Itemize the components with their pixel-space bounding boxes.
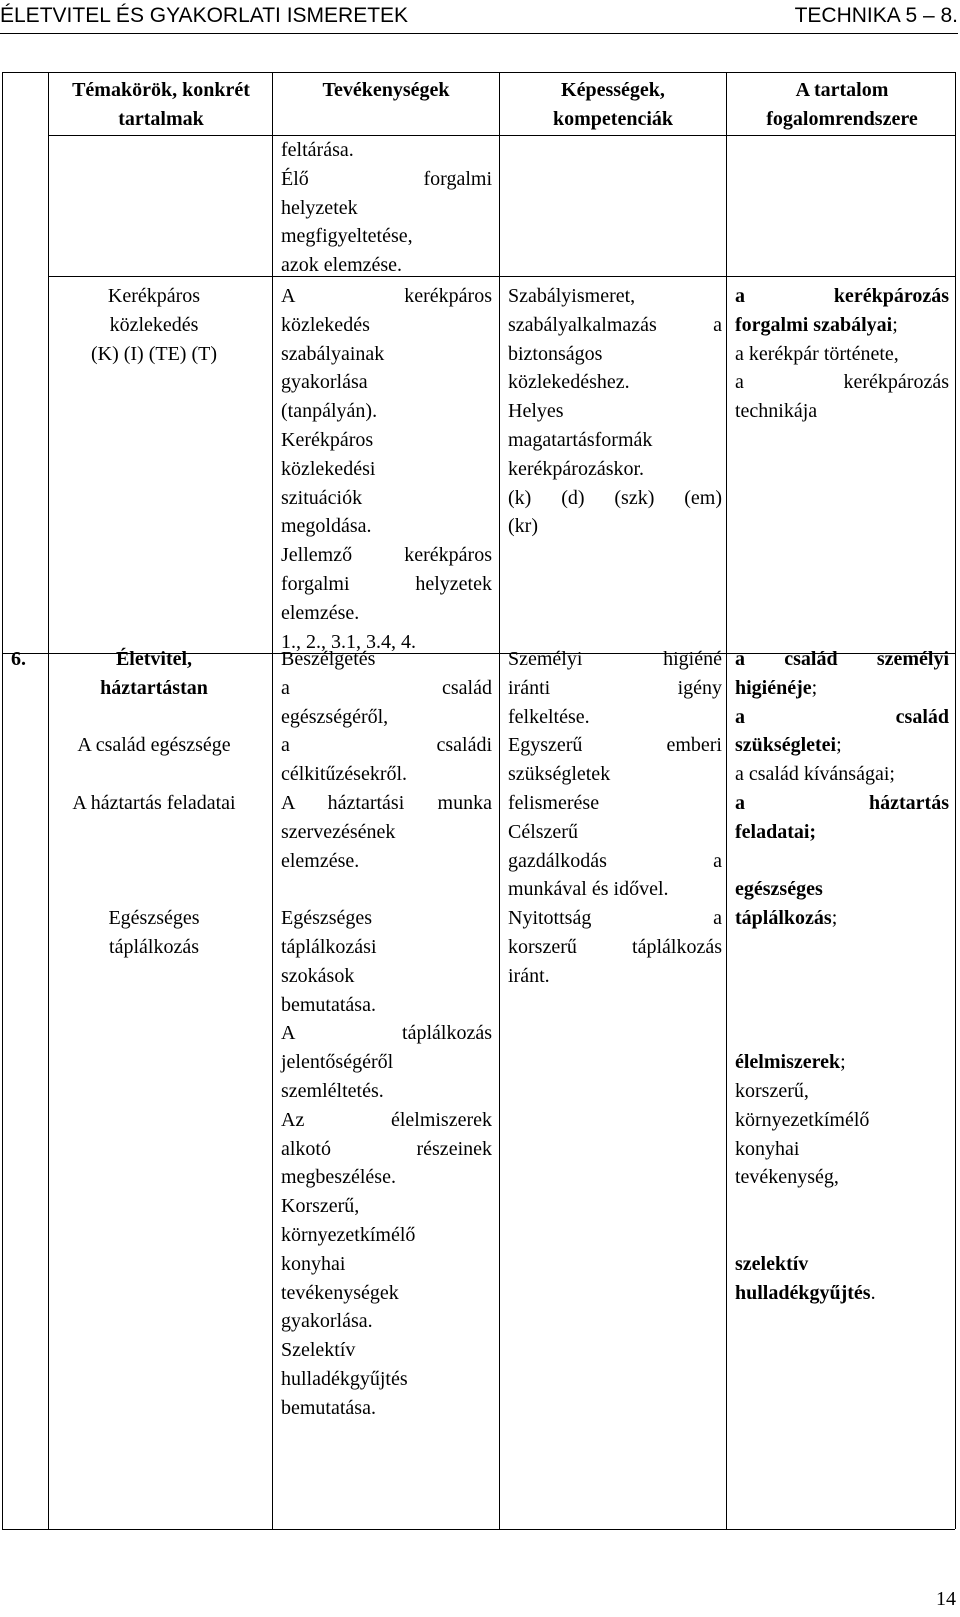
text-line: szabályalkalmazás a (508, 313, 722, 336)
text-line: biztonságos (508, 342, 603, 365)
text-line: Célszerű (508, 820, 578, 843)
table-header-divider (49, 135, 955, 136)
spacer (735, 962, 949, 991)
text-line: iránti igény (508, 676, 722, 699)
text-line: egészséges (735, 878, 823, 901)
text-line (735, 1279, 949, 1308)
text-line: bemutatása. (281, 1396, 376, 1419)
punctuation: ; (836, 734, 842, 757)
text-line: Kerékpáros (281, 428, 374, 451)
text-line: 1., 2., 3.1, 3.4, 4. (281, 630, 416, 653)
punctuation: . (870, 1281, 876, 1304)
text-line: szükségletek (508, 763, 611, 786)
text-line: (tanpályán). (281, 400, 378, 423)
text-line: munkával és idővel. (508, 878, 669, 901)
text-line: Egyszerű emberi (508, 734, 722, 757)
text-line: megoldása. (281, 515, 372, 538)
text-line: korszerű, (735, 1079, 809, 1102)
header-activities: Tevékenységek (322, 79, 450, 101)
text-line: kerékpározáskor. (508, 457, 645, 480)
text-line: forgalmi helyzetek (281, 572, 492, 595)
text-line: a család (735, 705, 949, 728)
spacer (50, 847, 258, 876)
cont-activities (281, 136, 492, 280)
text-line: közlekedéshez. (508, 371, 630, 394)
text-line: Szabályismeret, (508, 285, 636, 307)
spacer (735, 1221, 949, 1250)
spacer (735, 847, 949, 876)
spacer (735, 991, 949, 1020)
bold-term: higiénéje (735, 676, 812, 699)
text-line: Jellemző kerékpáros (281, 544, 492, 567)
text-line: közlekedés (281, 313, 370, 336)
text-line: felismerése (508, 791, 600, 814)
text-line: célkitűzésekről. (281, 763, 408, 786)
running-header (0, 0, 960, 34)
text-line (735, 1048, 949, 1077)
text-line: Kerékpáros (107, 285, 201, 307)
text-line: Személyi higiéné (508, 648, 722, 670)
punctuation: ; (840, 1051, 846, 1074)
spacer (735, 1019, 949, 1048)
spacer (281, 875, 492, 904)
bold-term: hulladékgyűjtés (735, 1281, 871, 1304)
text-line: feladatai; (735, 820, 817, 843)
text-line: felkeltése. (508, 705, 590, 728)
header-concepts: A tartalom fogalomrendszere (766, 79, 918, 130)
section-number: 6. (11, 648, 26, 670)
punctuation: ; (892, 313, 898, 336)
table-bottom-border (2, 1529, 955, 1530)
text-line: a család (281, 676, 492, 699)
text-line: hulladékgyűjtés (281, 1367, 408, 1390)
text-line: feltárása. (281, 139, 354, 161)
text-line: korszerű táplálkozás (508, 935, 722, 958)
text-line: bemutatása. (281, 993, 376, 1016)
text-line: Egészséges (108, 907, 200, 930)
bold-term: szükségletei (735, 734, 837, 757)
text-line: konyhai (281, 1252, 346, 1275)
spacer (50, 875, 258, 904)
header-skills: Képességek, kompetenciák (553, 79, 673, 130)
text-line: helyzetek (281, 196, 358, 219)
text-line: jelentőségéről (281, 1051, 394, 1074)
activities-column-border (499, 72, 500, 1529)
text-line: tevékenységek (281, 1281, 399, 1304)
text-line: szervezésének (281, 820, 396, 843)
text-line: gyakorlása. (281, 1310, 373, 1333)
spacer (50, 760, 258, 789)
household-activities (281, 645, 492, 1423)
bike-topic (50, 282, 258, 368)
spacer (50, 818, 258, 847)
text-line: környezetkímélő (735, 1108, 870, 1131)
text-line: a háztartás (735, 791, 949, 814)
text-line: azok elemzése. (281, 254, 403, 277)
text-line: egészségéről, (281, 705, 389, 728)
household-concepts (735, 645, 949, 1307)
text-line: Az élelmiszerek (281, 1108, 492, 1131)
text-line: (kr) (508, 515, 538, 538)
text-line: szemléltetés. (281, 1079, 384, 1102)
text-line: Élő forgalmi (281, 167, 492, 190)
text-line: szabályainak (281, 342, 385, 365)
text-line (735, 731, 949, 760)
header-grade: TECHNIKA 5 – 8. (794, 4, 958, 27)
bold-term: személyi (876, 648, 949, 670)
bold-term: forgalmi szabályai (735, 313, 893, 336)
text-line: elemzése. (281, 601, 360, 624)
text-line (735, 645, 949, 674)
text-line: a kerékpározás (735, 371, 949, 394)
punctuation: ; (811, 676, 818, 699)
punctuation: ; (831, 907, 838, 930)
text-line: szituációk (281, 486, 363, 509)
header-topics: Témakörök, konkrét tartalmak (72, 79, 250, 130)
text-line: tevékenység, (735, 1166, 839, 1189)
text-line: táplálkozás (109, 935, 199, 958)
text-line (735, 904, 949, 933)
text-line: háztartástan (100, 676, 208, 699)
text-line: technikája (735, 400, 818, 423)
text-line: elemzése. (281, 849, 360, 872)
text-line: Egészséges (281, 907, 373, 930)
table-left-border (2, 72, 3, 1529)
text-line: A táplálkozás (281, 1022, 492, 1045)
page-number: 14 (936, 1588, 956, 1610)
bike-skills (508, 282, 722, 541)
household-skills (508, 645, 722, 991)
text-line: konyhai (735, 1137, 800, 1160)
bold-term: táplálkozás (735, 907, 832, 930)
text-line: A család egészsége (77, 734, 231, 757)
household-topic (50, 645, 258, 962)
text-line: szokások (281, 964, 355, 987)
text-line: a család kívánságai; (735, 763, 895, 786)
text-line: Nyitottság a (508, 907, 722, 930)
bike-concepts (735, 282, 949, 426)
bold-term: élelmiszerek (735, 1051, 841, 1074)
text-line: megbeszélése. (281, 1166, 396, 1189)
table-top-border (2, 72, 955, 73)
text-line: Életvitel, (115, 648, 193, 670)
topic-column-border (272, 72, 273, 1529)
spacer (50, 703, 258, 732)
skills-column-border (726, 72, 727, 1529)
text-line: táplálkozási (281, 935, 377, 958)
text-line (735, 674, 949, 703)
table-right-border (955, 72, 956, 1529)
text-line: közlekedési (281, 457, 376, 480)
text-line: (k) (d) (szk) (em) (508, 486, 722, 509)
spacer (735, 933, 949, 962)
text-line: Szelektív (281, 1339, 356, 1362)
text-line: megfigyeltetése, (281, 225, 413, 248)
bike-activities (281, 282, 492, 656)
text-line: környezetkímélő (281, 1223, 416, 1246)
text-line: gyakorlása (281, 371, 368, 394)
text-line: A kerékpáros (281, 285, 492, 307)
bold-term: a család (735, 648, 877, 670)
text-line: a családi (281, 734, 492, 757)
text-line: Korszerű, (281, 1195, 360, 1218)
text-line: a kerékpározás (735, 285, 949, 307)
text-line: A háztartás feladatai (72, 791, 236, 814)
number-column-border (48, 72, 49, 1529)
text-line: (K) (I) (TE) (T) (90, 342, 218, 365)
text-line: iránt. (508, 964, 550, 987)
text-line: Helyes (508, 400, 564, 423)
text-line: gazdálkodás a (508, 849, 722, 872)
text-line: A háztartási munka (281, 791, 492, 814)
text-line: Beszélgetés (281, 648, 376, 670)
spacer (735, 1192, 949, 1221)
text-line: magatartásformák (508, 428, 653, 451)
text-line: a kerékpár története, (735, 342, 899, 365)
header-subject: ÉLETVITEL ÉS GYAKORLATI ISMERETEK (0, 4, 409, 27)
text-line (735, 311, 949, 340)
text-line: alkotó részeinek (281, 1137, 492, 1160)
row-divider-1 (49, 276, 955, 277)
header-rule (0, 33, 958, 34)
text-line: közlekedés (109, 313, 199, 336)
text-line: szelektív (735, 1252, 809, 1275)
